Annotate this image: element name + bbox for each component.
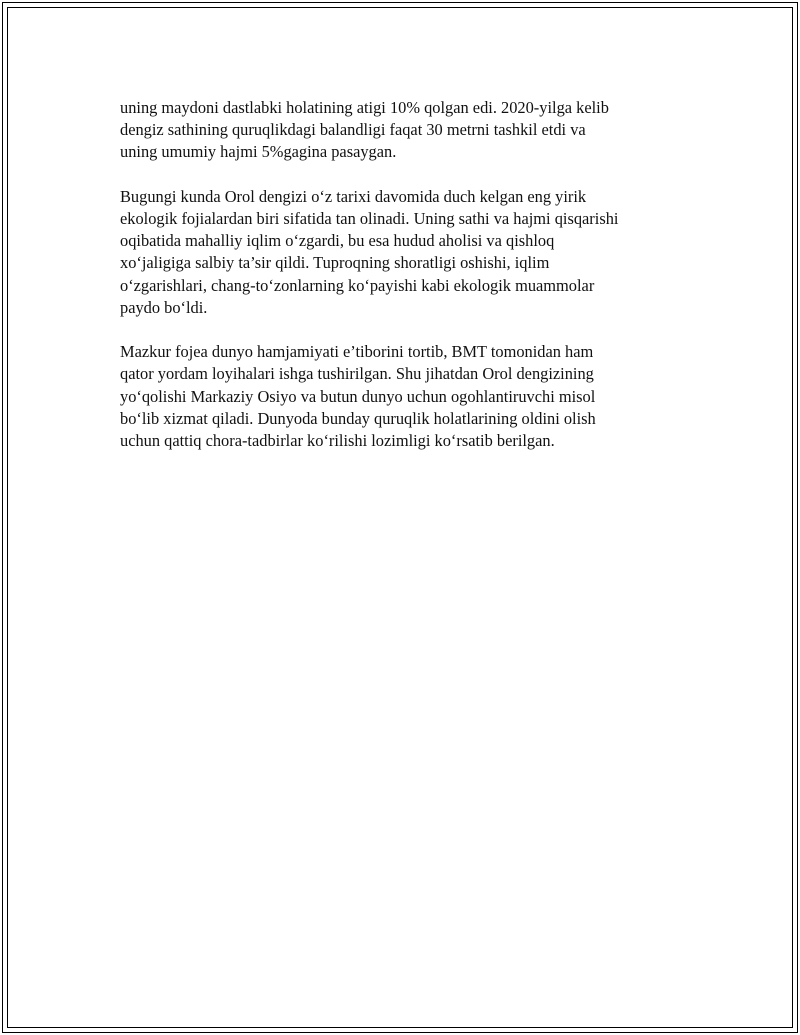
- text-line: uchun qattiq chora-tadbirlar ko‘rilishi lozimligi ko‘rsatib berilgan.: [120, 431, 555, 451]
- text-line: bo‘lib xizmat qiladi. Dunyoda bunday quruqlik holatlarining oldini olish: [120, 408, 596, 428]
- text-line: o‘zgarishlari, chang-to‘zonlarning ko‘payishi kabi ekologik muammolar: [120, 275, 595, 295]
- text-line: oqibatida mahalliy iqlim o‘zgardi, bu esa hudud aholisi va qishloq: [120, 231, 555, 251]
- text-line: dengiz sathining quruqlikdagi balandligi faqat 30 metrni tashkil etdi va: [120, 120, 586, 140]
- text-line: Mazkur fojea dunyo hamjamiyati e’tiborini tortib, BMT tomonidan ham: [120, 342, 594, 362]
- document-page: [2, 2, 798, 1033]
- text-line: uning umumiy hajmi 5%gagina pasaygan.: [120, 142, 397, 162]
- paragraph-2: [120, 186, 700, 319]
- paragraph-3: [120, 341, 700, 452]
- text-line: paydo bo‘ldi.: [120, 297, 208, 317]
- text-line: uning maydoni dastlabki holatining atigi 10% qolgan edi. 2020-yilga kelib: [120, 98, 609, 117]
- paragraph-1: [120, 97, 700, 164]
- text-line: Bugungi kunda Orol dengizi o‘z tarixi davomida duch kelgan eng yirik: [120, 186, 587, 206]
- text-line: ekologik fojialardan biri sifatida tan olinadi. Uning sathi va hajmi qisqarishi: [120, 209, 619, 228]
- text-line: xo‘jaligiga salbiy ta’sir qildi. Tuproqning shoratligi oshishi, iqlim: [120, 253, 550, 273]
- document-body: [120, 97, 700, 474]
- text-line: yo‘qolishi Markaziy Osiyo va butun dunyo uchun ogohlantiruvchi misol: [120, 386, 596, 406]
- text-line: qator yordam loyihalari ishga tushirilgan. Shu jihatdan Orol dengizining: [120, 364, 594, 384]
